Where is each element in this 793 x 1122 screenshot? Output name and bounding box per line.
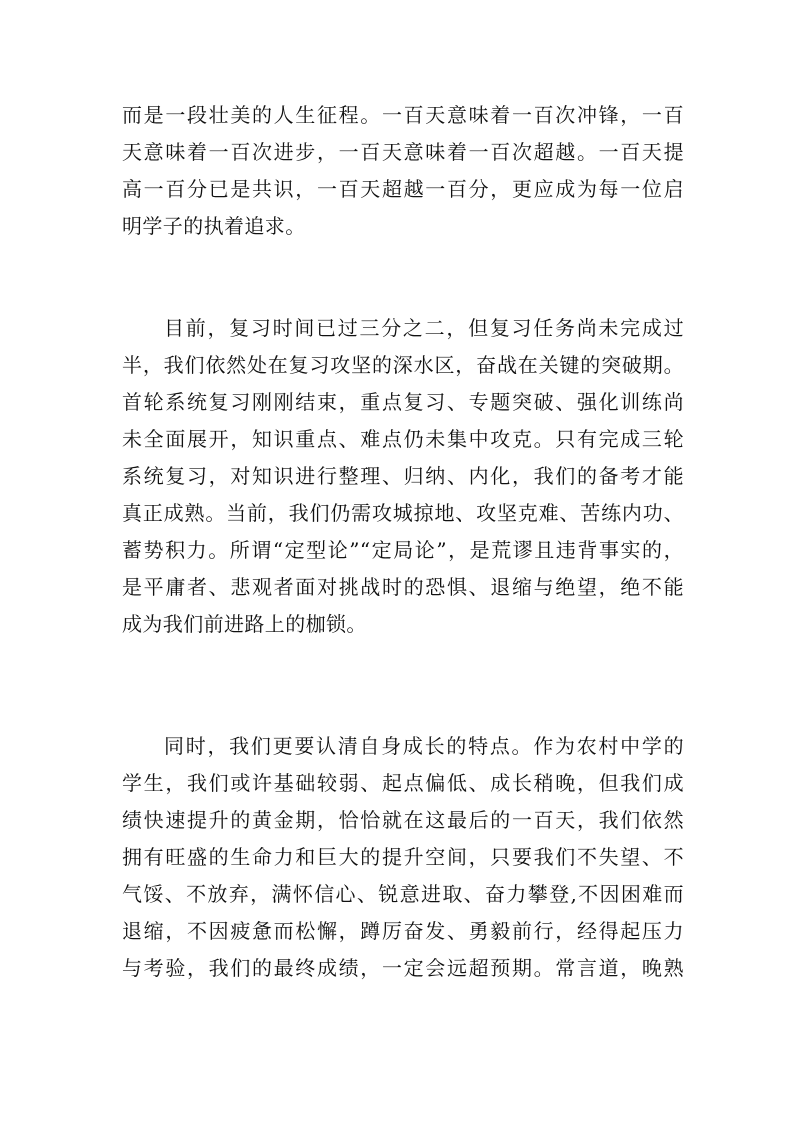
paragraph-line: 气馁、不放弃，满怀信心、锐意进取、奋力攀登,不因困难而 [122, 882, 684, 906]
paragraph-line: 绩快速提升的黄金期，恰恰就在这最后的一百天，我们依然 [122, 808, 684, 832]
paragraph-line: 真正成熟。当前，我们仍需攻城掠地、攻坚克难、苦练内功、 [122, 501, 684, 525]
paragraph-2 [122, 310, 684, 643]
paragraph-3 [122, 728, 684, 987]
paragraph-line: 首轮系统复习刚刚结束，重点复习、专题突破、强化训练尚 [122, 390, 684, 414]
paragraph-line: 半，我们依然处在复习攻坚的深水区，奋战在关键的突破期。 [122, 353, 684, 377]
paragraph-line: 目前，复习时间已过三分之二，但复习任务尚未完成过 [164, 316, 684, 340]
paragraph-line: 拥有旺盛的生命力和巨大的提升空间，只要我们不失望、不 [122, 845, 684, 869]
paragraph-line: 系统复习，对知识进行整理、归纳、内化，我们的备考才能 [122, 464, 684, 488]
paragraph-line: 蓄势积力。所谓“定型论”“定局论”，是荒谬且违背事实的， [122, 538, 684, 562]
paragraph-line: 未全面展开，知识重点、难点仍未集中攻克。只有完成三轮 [122, 427, 684, 451]
paragraph-line: 是平庸者、悲观者面对挑战时的恐惧、退缩与绝望，绝不能 [122, 575, 684, 599]
paragraph-line: 成为我们前进路上的枷锁。 [122, 612, 367, 636]
paragraph-line: 与考验，我们的最终成绩，一定会远超预期。常言道，晚熟 [122, 956, 684, 980]
paragraph-line: 高一百分已是共识，一百天超越一百分，更应成为每一位启 [122, 177, 684, 201]
paragraph-line: 退缩，不因疲惫而松懈，蹲厉奋发、勇毅前行，经得起压力 [122, 919, 684, 943]
paragraph-line: 学生，我们或许基础较弱、起点偏低、成长稍晚，但我们成 [122, 771, 684, 795]
paragraph-line: 明学子的执着追求。 [122, 214, 306, 238]
paragraph-line: 而是一段壮美的人生征程。一百天意味着一百次冲锋，一百 [122, 103, 684, 127]
paragraph-1 [122, 97, 684, 245]
paragraph-line: 天意味着一百次进步，一百天意味着一百次超越。一百天提 [122, 140, 684, 164]
paragraph-line: 同时，我们更要认清自身成长的特点。作为农村中学的 [164, 734, 684, 758]
